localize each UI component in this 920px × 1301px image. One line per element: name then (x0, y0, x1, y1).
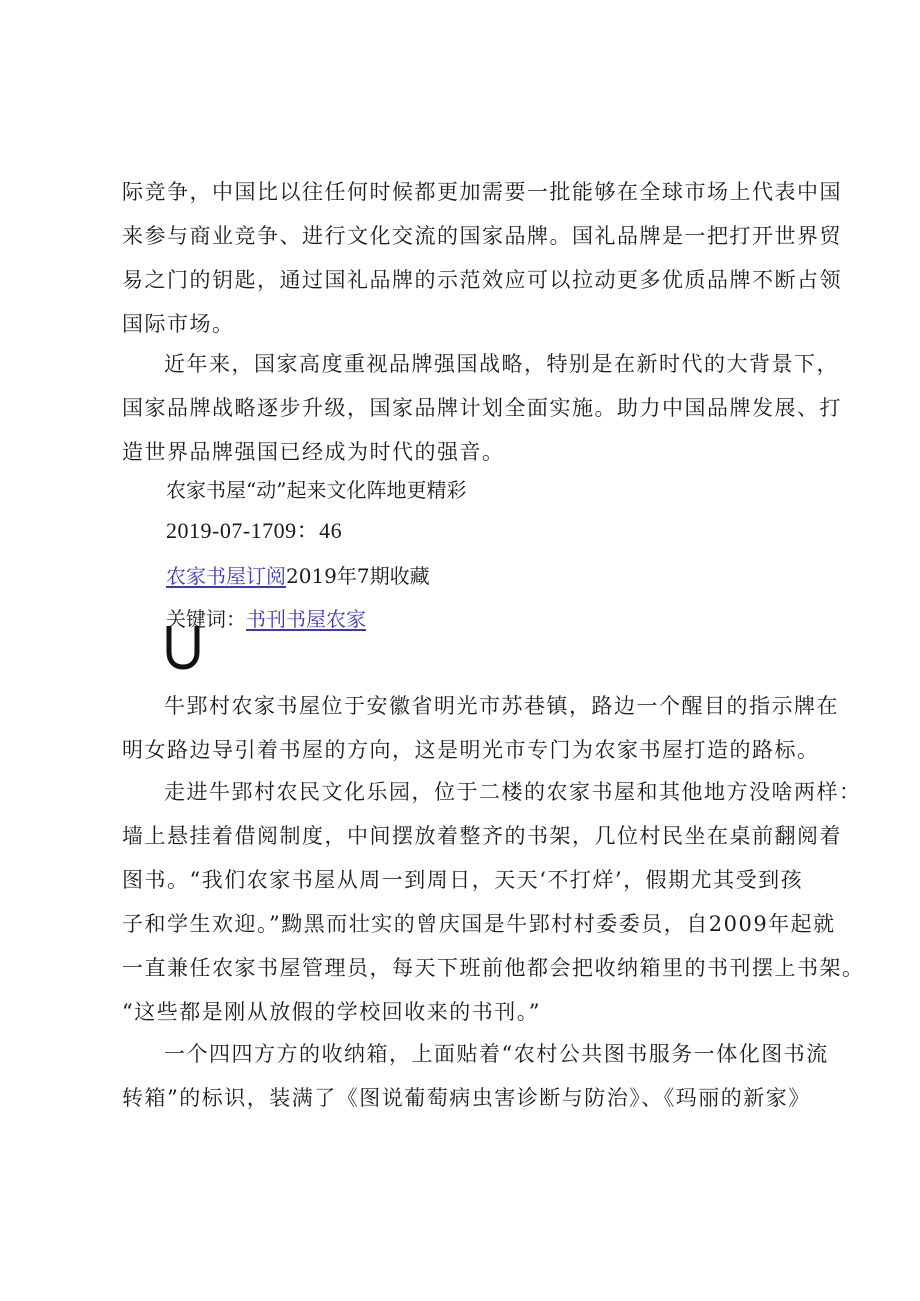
text-line: 一个四四方方的收纳箱，上面贴着“农村公共图书服务一体化图书流 (164, 1042, 829, 1066)
text-line: 明女路边导引着书屋的方向，这是明光市专门为农家书屋打造的路标。 (122, 738, 820, 762)
text-line: 易之门的钥匙，通过国礼品牌的示范效应可以拉动更多优质品牌不断占领 (122, 268, 842, 292)
keywords-link[interactable]: 书刊书屋农家 (246, 607, 366, 631)
paragraph-bookhouse-1 (122, 684, 839, 772)
text-line: 一直兼任农家书屋管理员，每天下班前他都会把收纳箱里的书刊摆上书架。 (122, 956, 865, 980)
article-source (166, 560, 430, 589)
paragraph-bookhouse-2 (122, 770, 865, 1034)
text-line: 走进牛郢村农民文化乐园，位于二楼的农家书屋和其他地方没啥两样： (164, 780, 862, 804)
text-line: 近年来，国家高度重视品牌强国战略，特别是在新时代的大背景下， (164, 352, 839, 376)
text-line: “这些都是刚从放假的学校回收来的书刊。” (122, 1000, 541, 1024)
paragraph-brand-2 (122, 342, 842, 474)
text-line: 造世界品牌强国已经成为时代的强音。 (122, 440, 505, 464)
paragraph-bookhouse-3 (122, 1032, 829, 1120)
text-line: 子和学生欢迎。”黝黑而壮实的曾庆国是牛郢村村委委员，自2009年起就 (122, 912, 836, 936)
text-line: 来参与商业竞争、进行文化交流的国家品牌。国礼品牌是一把打开世界贸 (122, 224, 842, 248)
text-line: 转箱”的标识，装满了《图说葡萄病虫害诊断与防治》、《玛丽的新家》 (122, 1086, 811, 1110)
text-line: 墙上悬挂着借阅制度，中间摆放着整齐的书架，几位村民坐在桌前翻阅着 (122, 824, 842, 848)
source-detail: 2019年7期收藏 (286, 564, 430, 588)
text-line: 际竞争，中国比以往任何时候都更加需要一批能够在全球市场上代表中国 (122, 180, 842, 204)
text-line: 牛郢村农家书屋位于安徽省明光市苏巷镇，路边一个醒目的指示牌在 (164, 694, 839, 718)
text-line: 图书。“我们农家书屋从周一到周日，天天‘不打烊’，假期尤其受到孩 (122, 868, 804, 892)
text-line: 国家品牌战略逐步升级，国家品牌计划全面实施。助力中国品牌发展、打 (122, 396, 842, 420)
article-title: 农家书屋“动”起来文化阵地更精彩 (166, 478, 467, 502)
paragraph-brand-1 (122, 170, 842, 346)
article-datetime: 2019-07-1709：46 (166, 518, 343, 543)
keywords-label: 关键词： (166, 607, 246, 631)
u-glyph-icon (165, 622, 201, 670)
text-line: 国际市场。 (122, 312, 235, 336)
source-link[interactable]: 农家书屋订阅 (166, 564, 286, 588)
